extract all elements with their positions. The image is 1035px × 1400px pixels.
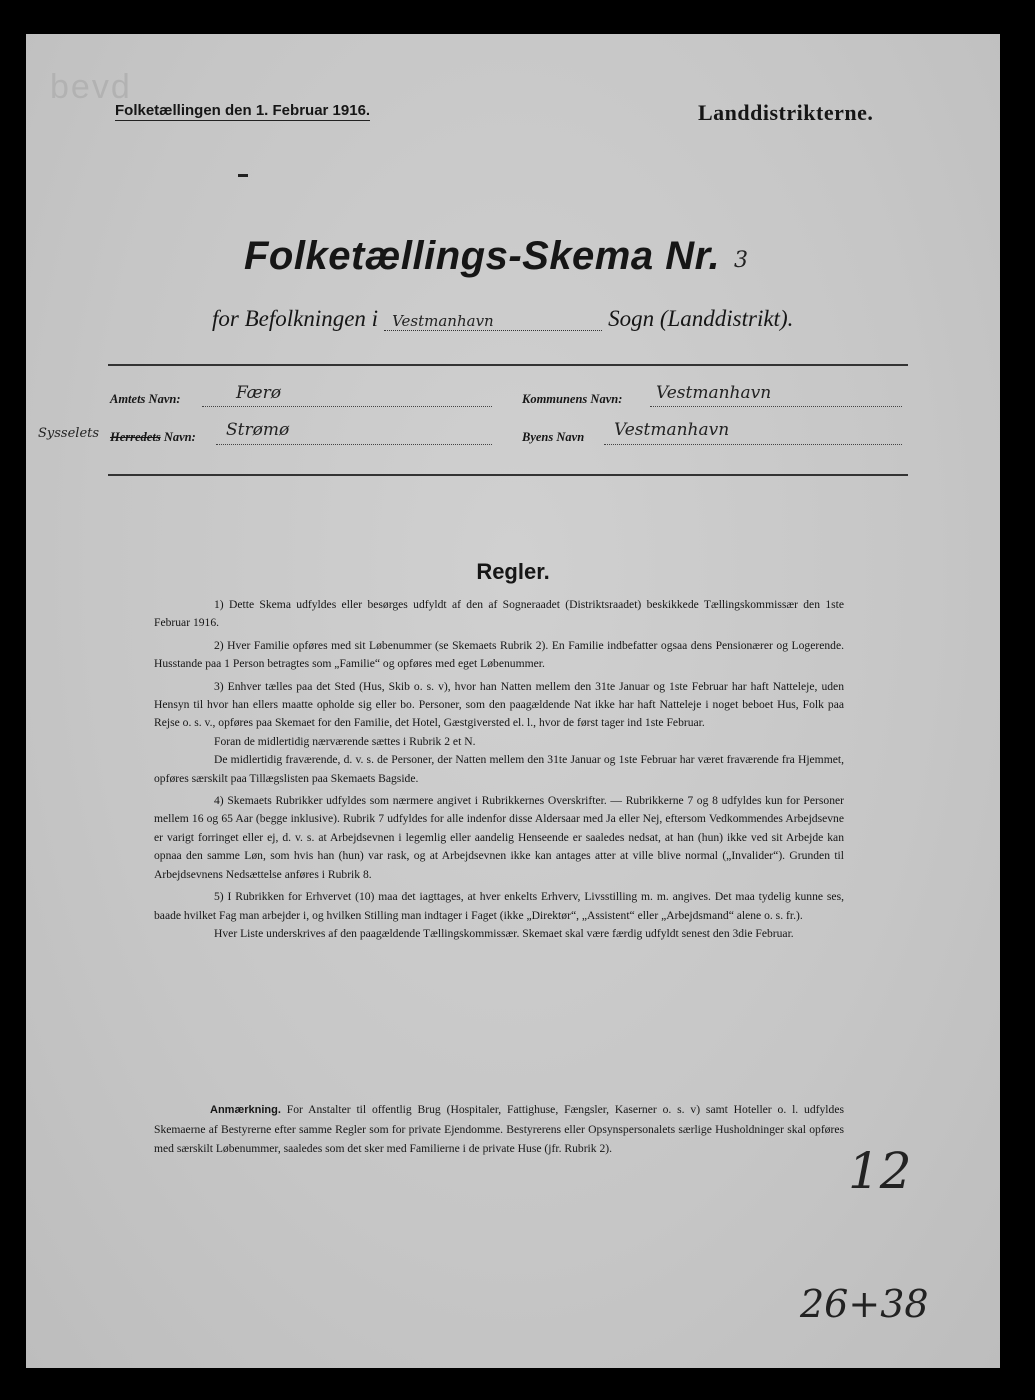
rule-paragraph: Foran de midlertidig nærværende sættes i Rubrik 2 et N.: [214, 734, 476, 748]
note-paragraph: [154, 1100, 844, 1158]
parish-prefix: for Befolkningen i: [212, 306, 379, 331]
census-form-page: [26, 34, 1000, 1368]
handwritten-page-number: 12: [848, 1142, 912, 1200]
district-label-struck: Herredets: [110, 430, 161, 444]
faded-stamp: bevd: [50, 68, 132, 106]
rule-paragraph: 3) Enhver tælles paa det Sted (Hus, Skib o. s. v), hvor han Natten mellem den 31te Januar og 1ste Februar har haft Natteleje, uden Hensyn til hvor han ellers maatte opholde sig eller bo. Personer, som den paagældende Nat ikke har haft Natteleje i noget beboet Hus, Folk paa Rejse o. s. v., opføres paa Skemaet for den Familie, det Hotel, Gæstgiversted el. l., hvor de først tager ind 1ste Februar.: [154, 679, 844, 730]
rule-paragraph: 5) I Rubrikken for Erhvervet (10) maa det iagttages, at hver enkelts Erhverv, Livsstilling m. m. angives. Det maa tydelig kunne ses, baade hvilket Fag man arbejder i, og hvilken Stilling man indtager i Faget (ikke „Direktør“, „Assistent“ eller „Arbejdsmand“ alene o. s. fr.).: [154, 890, 844, 922]
rules-body: [154, 596, 844, 947]
note-text: For Anstalter til offentlig Brug (Hospitaler, Fattighuse, Fængsler, Kaserner o. s. v) samt Hoteller o. l. udfyldes Skemaerne af Bestyrerne efter samme Regler som for private Ejendomme. Bestyrerens eller Opsynspersonalets særlige Husholdninger skal opføres med særskilt Løbenummer, saaledes som det sker med Familierne i de private Huse (jfr. Rubrik 2).: [154, 1103, 844, 1155]
form-number: 3: [734, 248, 748, 273]
rule-paragraph: 2) Hver Familie opføres med sit Løbenummer (se Skemaets Rubrik 2). En Familie indbefatter ogsaa dens Pensionærer og Logerende. Husstande paa 1 Person betragtes som „Familie“ og opføres med eget Løbenummer.: [154, 638, 844, 671]
district-label-text: Navn:: [163, 430, 196, 444]
parish-name: Vestmanhavn: [384, 312, 602, 331]
rules-heading: Regler.: [476, 559, 550, 584]
rule-paragraph: 1) Dette Skema udfyldes eller besørges udfyldt af den af Sogneraadet (Distriktsraadet) beskikkede Tællingskommissær den 1ste Februar 1916.: [154, 598, 844, 630]
handwritten-count: 26+38: [800, 1282, 929, 1326]
rule-paragraph: Hver Liste underskrives af den paagældende Tællingskommissær. Skemaet skal være færdig udfyldt senest den 3die Februar.: [214, 926, 794, 940]
municipality-value: Vestmanhavn: [656, 383, 772, 403]
county-label: Amtets Navn:: [110, 392, 181, 406]
ink-mark: [238, 174, 248, 177]
rule-paragraph: 4) Skemaets Rubrikker udfyldes som nærmere angivet i Rubrikkernes Overskrifter. — Rubrikkerne 7 og 8 udfyldes kun for Personer mellem 16 og 65 Aar (begge inklusive). Rubrik 7 udfyldes for alle indenfor disse Aldersaar med Ja eller Nej, eftersom Vedkommendes Arbejdsevne er varigt forringet eller ej, d. v. s. at Arbejdsevnen i legemlig eller aandelig Henseende er saaledes nedsat, at han (hun) ikke ved sit Arbejde kan opnaa den samme Løn, som hvis han (hun) var rask, og at Arbejdsevnen ikke kan antages atter at ville blive normal („Invalider“). Grunden til Arbejdsevnens Nedsættelse anføres i Rubrik 8.: [154, 794, 844, 881]
district-type-header: Landdistrikterne.: [698, 100, 874, 125]
divider-bottom: [108, 474, 908, 476]
note-label: Anmærkning.: [210, 1104, 281, 1116]
district-label: [110, 430, 196, 445]
town-value: Vestmanhavn: [614, 420, 730, 440]
district-prefix-handwritten: Sysselets: [38, 426, 100, 441]
town-label: Byens Navn: [522, 430, 585, 444]
rule-paragraph: De midlertidig fraværende, d. v. s. de Personer, der Natten mellem den 31te Januar og 1ste Februar har været fraværende fra Hjemmet, opføres særskilt paa Tillægslisten paa Skemaets Bagside.: [154, 753, 844, 785]
divider-top: [108, 364, 908, 366]
parish-suffix: Sogn (Landdistrikt).: [608, 306, 794, 331]
form-title: Folketællings-Skema Nr.: [244, 234, 721, 278]
district-value: Strømø: [226, 420, 290, 440]
municipality-label: Kommunens Navn:: [522, 392, 623, 406]
census-date-header: Folketællingen den 1. Februar 1916.: [115, 102, 371, 119]
county-value: Færø: [236, 383, 281, 403]
parish-line: [212, 306, 793, 332]
